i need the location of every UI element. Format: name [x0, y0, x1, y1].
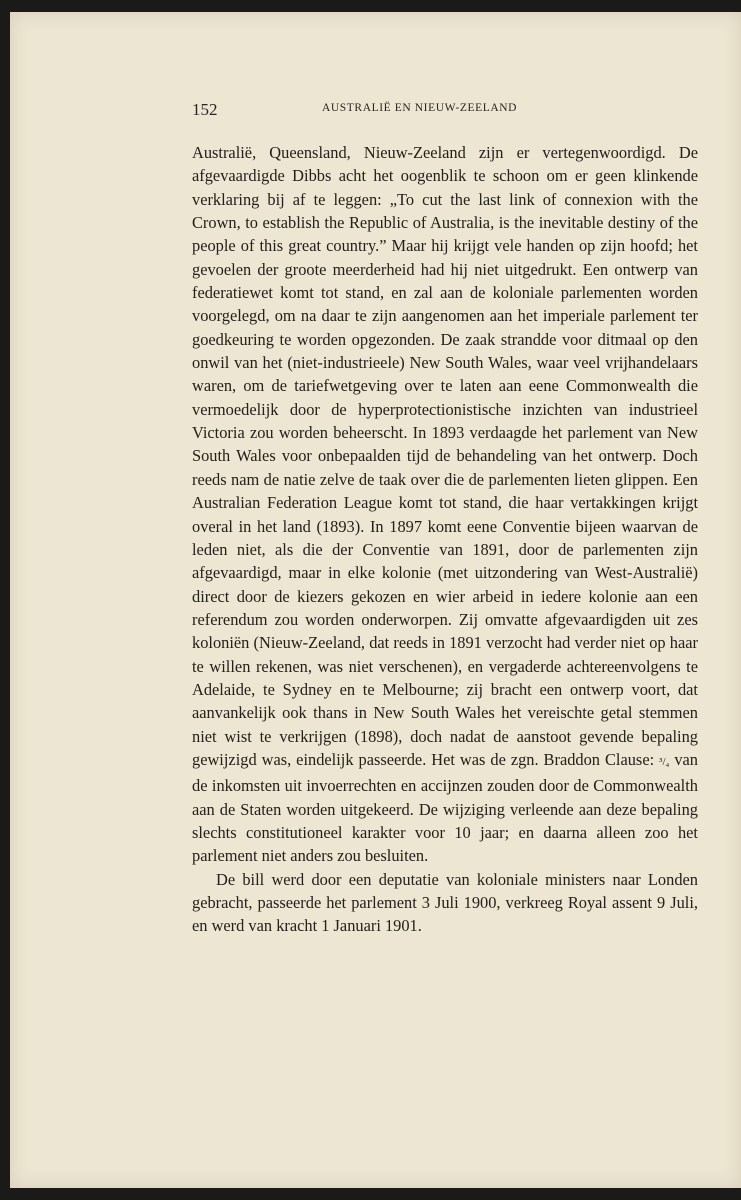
paragraph-1-end: van de inkomsten uit invoerrechten en accijnzen zouden door de Commonwealth aan de Staten worden uitgekeerd. De wijziging verleende aan deze bepaling slechts constitutioneel karakter voor 10 jaar; en daarna alleen zoo het parlement niet anders zou besluiten.: [192, 749, 698, 866]
paragraph-1-start: Australië, Queensland, Nieuw-Zeeland zijn er vertegenwoordigd. De afgevaardigde Dibbs acht het oogenblik te schoon om er geen klinkende verklaring bij af te leggen: „To cut the last link of connexion with the Crown, to establish the Republic of Australia, is the inevitable destiny of the people of this great country.” Maar hij krijgt vele handen op zijn hoofd; het gevoelen der groote meerderheid had hij niet uitgedrukt. Een ontwerp van federatiewet komt tot stand, en zal aan de koloniale parlementen worden voorgelegd, om na daar te zijn aangenomen aan het imperiale parlement ter goedkeuring te worden opgezonden. De zaak strandde voor ditmaal op den onwil van het (niet-industrieele) New South Wales, waar veel vrijhandelaars waren, om de tariefwetgeving over te laten aan eene Commonwealth die vermoedelijk door de hyperprotectionistische inzichten van industrieel Victoria zou worden beheerscht. In 1893 verdaagde het parlement van New South Wales voor onbepaalden tijd de behandeling van het ontwerp. Doch reeds nam de natie zelve de taak over die de parlementen lieten glippen. Een Australian Federation League komt tot stand, die haar vertakkingen krijgt overal in het land (1893). In 1897 komt eene Conventie bijeen waarvan de leden niet, als die der Conventie van 1891, door de parlementen zijn afgevaardigd, maar in elke kolonie (met uitzondering van West-Australië) direct door de kiezers gekozen en wier arbeid in iedere kolonie aan een referendum zou worden onderworpen. Zij omvatte afgevaardigden uit zes koloniën (Nieuw-Zeeland, dat reeds in 1891 verzocht had verder niet op haar te willen rekenen, was niet verschenen), en vergaderde achtereenvolgens te Adelaide, te Sydney en te Melbourne; zij bracht een ontwerp voort, dat aanvankelijk ook thans in New South Wales het vereischte getal stemmen niet wist te verkrijgen (1898), doch nadat de aanstoot gevende bepaling gewijzigd was, eindelijk passeerde. Het was de zgn. Braddon Clause:: [192, 143, 698, 769]
paragraph-1: [192, 141, 698, 868]
page-number: 152: [192, 100, 218, 119]
paragraph-2: De bill werd door een deputatie van koloniale ministers naar Londen gebracht, passeerde het parlement 3 Juli 1900, verkreeg Royal assent 9 Juli, en werd van kracht 1 Januari 1901.: [192, 869, 698, 936]
running-head: AUSTRALIË EN NIEUW-ZEELAND: [322, 102, 518, 114]
body-text: [192, 141, 698, 938]
fraction-three-quarters: ³/₄: [659, 755, 670, 768]
